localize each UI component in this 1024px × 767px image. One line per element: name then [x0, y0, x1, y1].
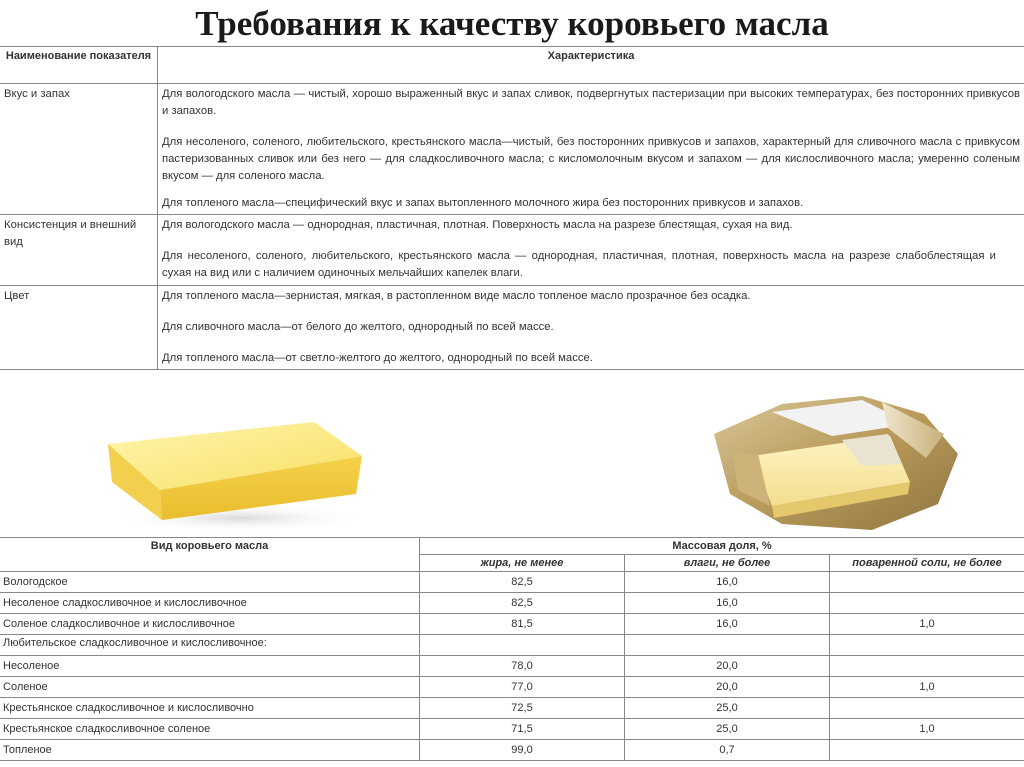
- cell-salt: [830, 698, 1024, 719]
- wrapped-butter-image: [712, 394, 962, 532]
- column-header-kind: Вид коровьего масла: [0, 538, 420, 572]
- cell-moisture: 16,0: [625, 614, 830, 635]
- cell-kind: Любительское сладкосливочное и кислосливочное:: [0, 635, 420, 656]
- description-paragraph: Для топленого масла—от светло-желтого до желтого, однородный по всей массе.: [162, 352, 593, 364]
- cell-moisture: [625, 635, 830, 656]
- table-header-row: [0, 47, 1024, 84]
- cell-fat: 82,5: [420, 572, 625, 593]
- cell-fat: 99,0: [420, 740, 625, 761]
- table-header-row: [0, 538, 1024, 555]
- cell-kind: Соленое: [0, 677, 420, 698]
- cell-kind: Несоленое: [0, 656, 420, 677]
- cell-salt: [830, 656, 1024, 677]
- cell-fat: [420, 635, 625, 656]
- cell-moisture: 25,0: [625, 698, 830, 719]
- cell-salt: [830, 572, 1024, 593]
- cell-kind: Крестьянское сладкосливочное и кислосливочно: [0, 698, 420, 719]
- cell-moisture: 16,0: [625, 572, 830, 593]
- table-row: [0, 698, 1024, 719]
- cell-moisture: 0,7: [625, 740, 830, 761]
- page-title: Требования к качеству коровьего масла: [195, 4, 829, 43]
- butter-block-image: [100, 408, 370, 533]
- cell-salt: [830, 593, 1024, 614]
- table-row: [0, 84, 1024, 215]
- table-row: [0, 572, 1024, 593]
- quality-requirements-table: [0, 46, 1024, 370]
- cell-salt: [830, 740, 1024, 761]
- table-row: [0, 614, 1024, 635]
- column-header-fat: жира, не менее: [420, 555, 625, 572]
- table-row: [0, 593, 1024, 614]
- row-description: [158, 215, 1024, 286]
- cell-fat: 82,5: [420, 593, 625, 614]
- description-paragraph: Для топленого масла—специфический вкус и запах вытопленного молочного жира без посторонних привкусов и запахов.: [162, 197, 804, 209]
- cell-salt: 1,0: [830, 677, 1024, 698]
- table-row: [0, 656, 1024, 677]
- cell-fat: 71,5: [420, 719, 625, 740]
- column-header-salt: поваренной соли, не более: [830, 555, 1024, 572]
- cell-kind: Соленое сладкосливочное и кислосливочное: [0, 614, 420, 635]
- column-header-mass-fraction: Массовая доля, %: [420, 538, 1024, 555]
- cell-fat: 72,5: [420, 698, 625, 719]
- cell-moisture: 25,0: [625, 719, 830, 740]
- cell-salt: 1,0: [830, 614, 1024, 635]
- table-row: [0, 286, 1024, 370]
- cell-fat: 81,5: [420, 614, 625, 635]
- cell-salt: [830, 635, 1024, 656]
- cell-fat: 78,0: [420, 656, 625, 677]
- mass-fraction-table: [0, 537, 1024, 761]
- column-header-characteristic: Характеристика: [158, 47, 1024, 84]
- table-row: [0, 719, 1024, 740]
- table-row: [0, 740, 1024, 761]
- cell-kind: Вологодское: [0, 572, 420, 593]
- table-row: [0, 677, 1024, 698]
- row-description: [158, 84, 1024, 215]
- cell-moisture: 20,0: [625, 656, 830, 677]
- description-paragraph: Для топленого масла—зернистая, мягкая, в растопленном виде масло топленое масло прозрачное без осадка.: [162, 290, 751, 302]
- cell-salt: 1,0: [830, 719, 1024, 740]
- description-paragraph: Для вологодского масла — однородная, пластичная, плотная. Поверхность масла на разрезе блестящая, сухая на вид.: [162, 219, 793, 231]
- cell-moisture: 20,0: [625, 677, 830, 698]
- cell-fat: 77,0: [420, 677, 625, 698]
- column-header-indicator: Наименование показателя: [0, 47, 158, 84]
- description-paragraph: Для сливочного масла—от белого до желтого, однородный по всей массе.: [162, 321, 554, 333]
- column-header-moisture: влаги, не более: [625, 555, 830, 572]
- cell-kind: Несоленое сладкосливочное и кислосливочное: [0, 593, 420, 614]
- cell-kind: Топленое: [0, 740, 420, 761]
- cell-moisture: 16,0: [625, 593, 830, 614]
- row-name: Цвет: [0, 286, 158, 370]
- description-paragraph: Для несоленого, соленого, любительского, крестьянского масла—чистый, без посторонних привкусов и запахов, характерный для сливочного масла с привкусом пастеризованных сливок или без него — для сладкосливочного масла; с кисломолочным вкусом и запахом — для кислосливочного масла; умеренно соленым вкусом — для соленого масла.: [162, 136, 1020, 182]
- row-name: Консистенция и внешний вид: [0, 215, 158, 286]
- table-row: [0, 215, 1024, 286]
- description-paragraph: Для несоленого, соленого, любительского, крестьянского масла — однородная, пластичная, плотная, поверхность масла на разрезе слабоблестящая и сухая на вид или с наличием одиночных мельчайших капелек влаги.: [162, 250, 996, 279]
- description-paragraph: Для вологодского масла — чистый, хорошо выраженный вкус и запах сливок, подвергнутых пастеризации при высоких температурах, без посторонних привкусов и запахов.: [162, 88, 1020, 117]
- row-name: Вкус и запах: [0, 84, 158, 215]
- cell-kind: Крестьянское сладкосливочное соленое: [0, 719, 420, 740]
- table-row: [0, 635, 1024, 656]
- row-description: [158, 286, 1024, 370]
